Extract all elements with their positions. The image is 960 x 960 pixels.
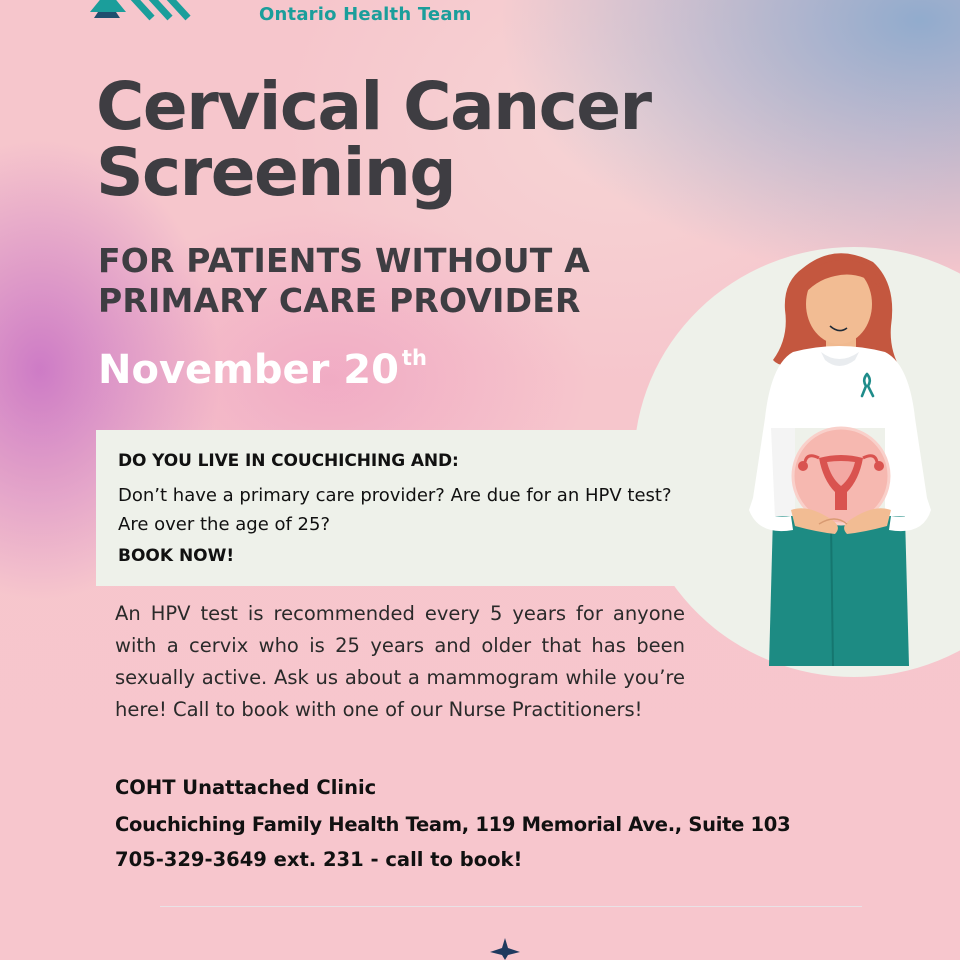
navy-star-icon [490,938,520,960]
woman-with-uterus-illustration [735,248,940,668]
title-line-1: Cervical Cancer [96,68,651,145]
event-date [98,346,427,393]
teal-letter-fragment-icon [496,0,520,8]
book-now-callout: BOOK NOW! [118,546,235,566]
teal-triangle-logo-icon [90,0,200,26]
event-date-suffix: th [401,346,427,370]
page-title [96,68,651,211]
subtitle [98,241,590,321]
title-line-2: Screening [96,134,456,211]
footer-divider [160,906,862,907]
clinic-address: Couchiching Family Health Team, 119 Memorial Ave., Suite 103 [115,813,791,836]
body-text: An HPV test is recommended every 5 years for anyone with a cervix who is 25 years and older that has been sexually active. Ask us about a mammogram while you’re here! Call to book with one of our Nurse Practitioners! [115,602,685,721]
callout-questions: Don’t have a primary care provider? Are due for an HPV test? Are over the age of 25? [118,485,672,535]
org-name: Ontario Health Team [259,4,472,25]
subtitle-line-1: FOR PATIENTS WITHOUT A [98,241,590,280]
event-date-main: November 20 [98,347,399,393]
clinic-name: COHT Unattached Clinic [115,776,377,799]
subtitle-line-2: PRIMARY CARE PROVIDER [98,281,581,320]
clinic-phone: 705-329-3649 ext. 231 - call to book! [115,848,523,871]
callout-heading: DO YOU LIVE IN COUCHICHING AND: [118,451,459,471]
